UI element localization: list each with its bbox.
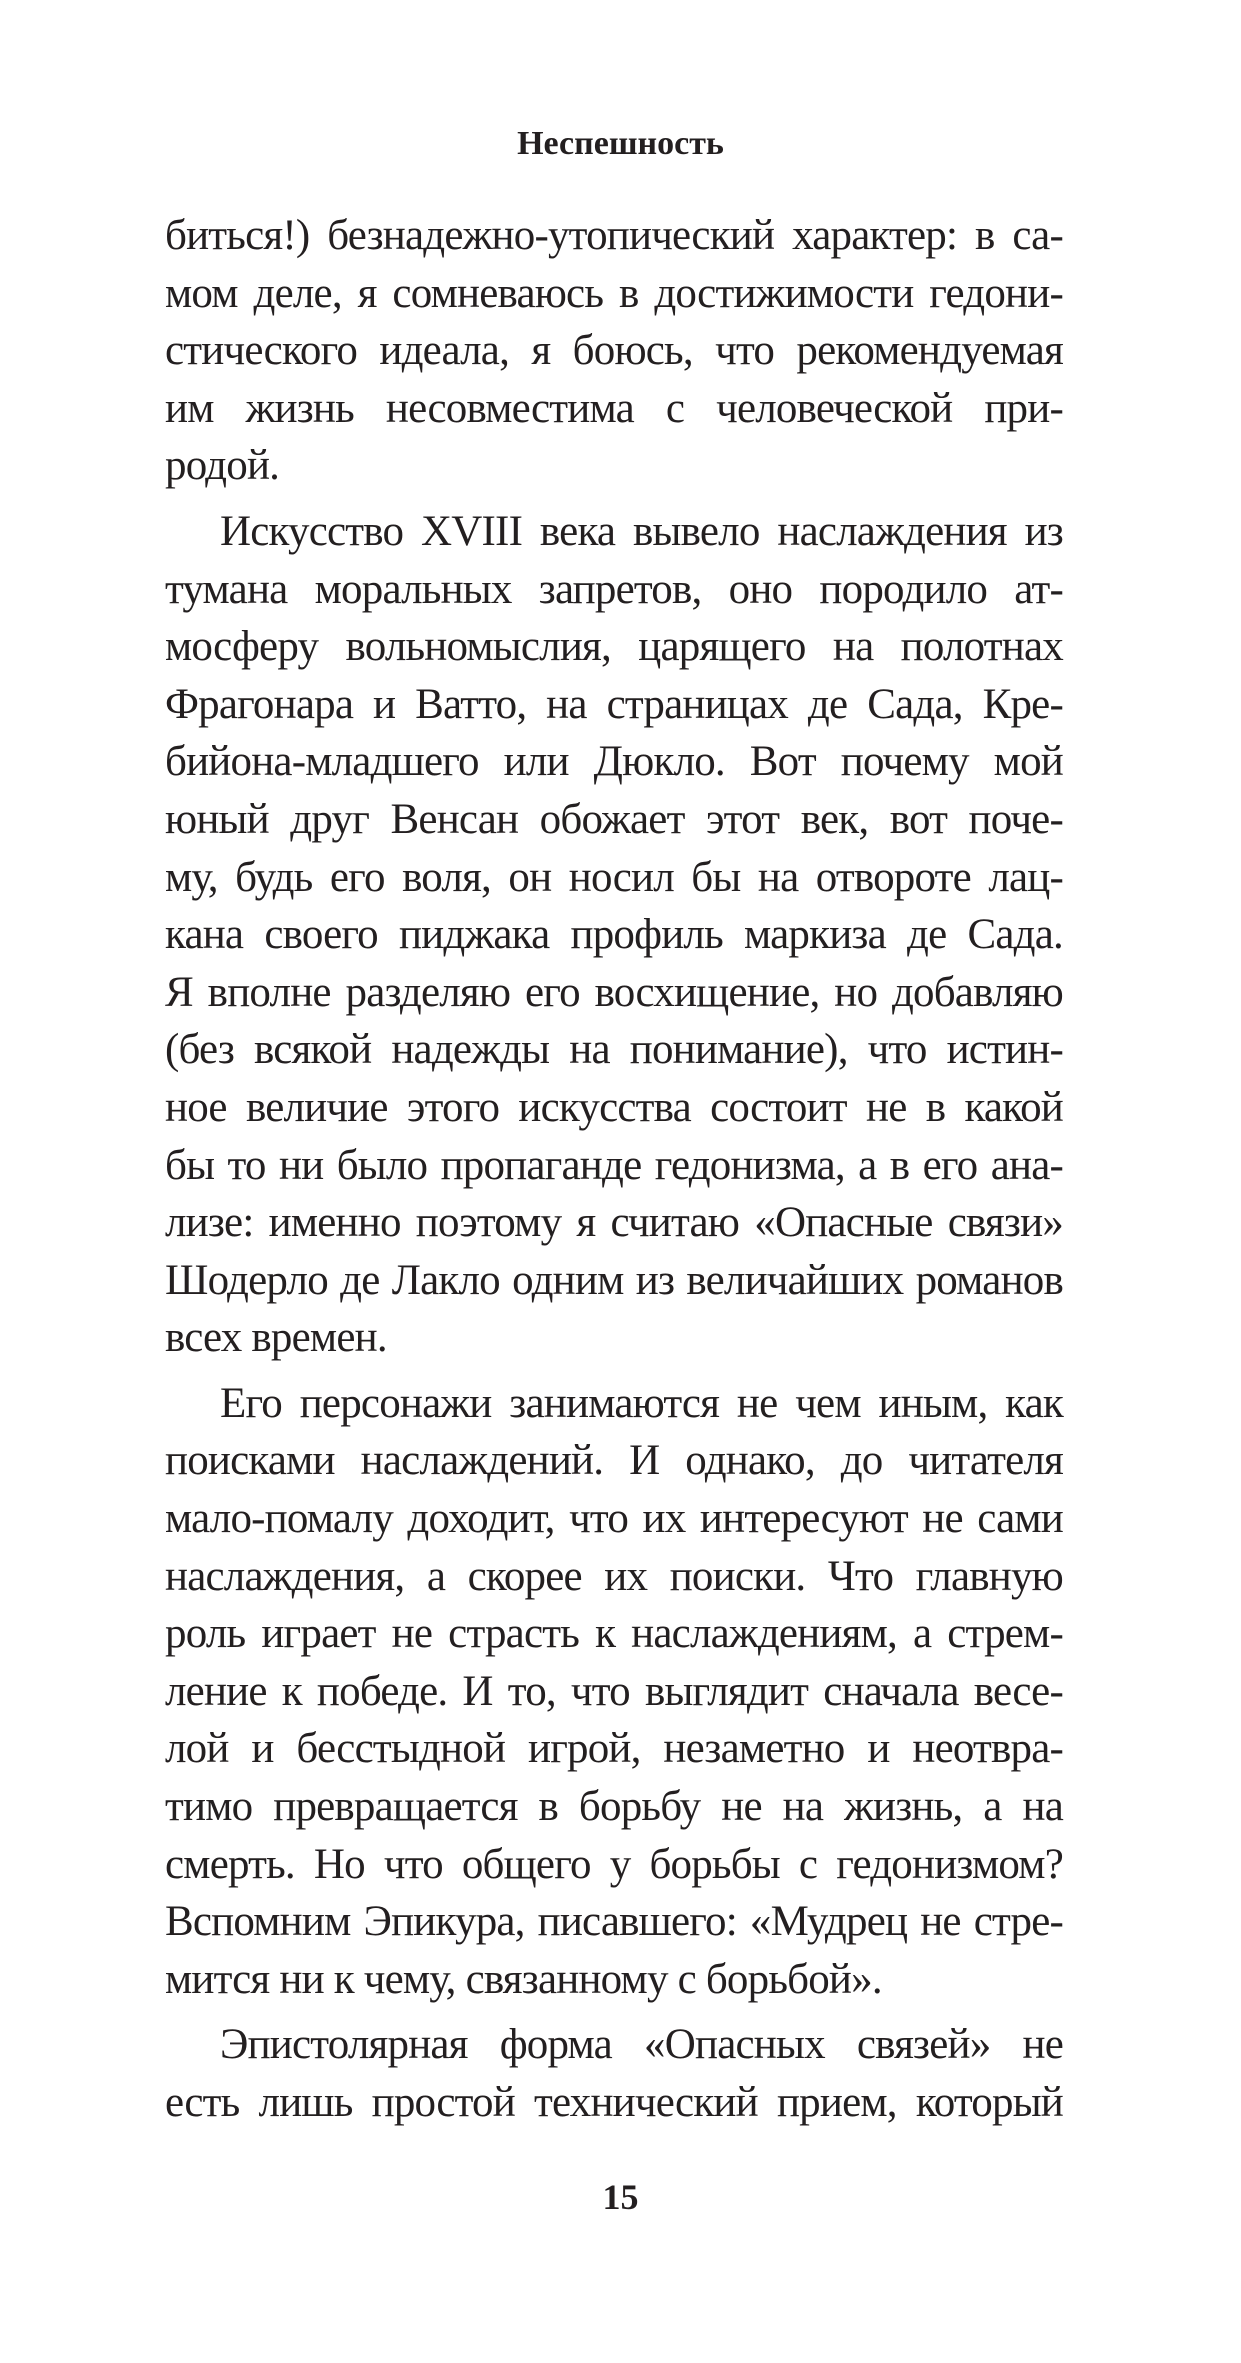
page-number: 15: [602, 2177, 639, 2217]
text-line: ное величие этого искусства состоит не в какой: [165, 1083, 1063, 1131]
text-line: Вспомним Эпикура, писавшего: «Мудрец не стре-: [165, 1898, 1063, 1946]
text-line: всех времен.: [165, 1314, 387, 1362]
text-line: наслаждения, а скорее их поиски. Что главную: [165, 1552, 1063, 1600]
text-line: Фрагонара и Ватто, на страницах де Сада, Кре-: [165, 680, 1063, 728]
paragraph-gap: [165, 2008, 1063, 2016]
text-line: Шодерло де Лакло одним из величайших романов: [165, 1256, 1063, 1304]
text-line: бы то ни было пропаганде гедонизма, а в его ана-: [165, 1141, 1063, 1189]
text-line: мосферу вольномыслия, царящего на полотнах: [165, 623, 1063, 671]
paragraph-gap: [165, 495, 1063, 503]
text-line: Искусство XVIII века вывело наслаждения из: [220, 507, 1063, 555]
paragraph: [165, 503, 1063, 1367]
text-line: Его персонажи занимаются не чем иным, как: [220, 1379, 1063, 1427]
paragraph: [165, 2016, 1063, 2131]
text-line: им жизнь несовместима с человеческой при-: [165, 384, 1063, 432]
text-line: биться!) безнадежно-утопический характер: в са-: [165, 212, 1063, 259]
text-line: мится ни к чему, связанному с борьбой».: [165, 1955, 882, 2003]
text-line: кана своего пиджака профиль маркиза де Сада.: [165, 911, 1063, 959]
text-line: му, будь его воля, он носил бы на отвороте лац-: [165, 853, 1063, 901]
text-line: Я вполне разделяю его восхищение, но добавляю: [165, 968, 1063, 1016]
paragraph: [165, 207, 1063, 495]
text-line: смерть. Но что общего у борьбы с гедонизмом?: [165, 1840, 1063, 1888]
running-head: Неспешность: [517, 125, 724, 162]
text-line: юный друг Венсан обожает этот век, вот поче-: [165, 795, 1063, 843]
text-line: поисками наслаждений. И однако, до читателя: [165, 1437, 1063, 1485]
body-text: [165, 207, 1063, 2132]
text-line: ление к победе. И то, что выглядит сначала весе-: [165, 1667, 1063, 1715]
text-line: Эпистолярная форма «Опасных связей» не: [220, 2021, 1063, 2069]
text-line: лой и бесстыдной игрой, незаметно и неотвра-: [165, 1725, 1063, 1773]
text-line: мом деле, я сомневаюсь в достижимости гедони-: [165, 269, 1063, 317]
text-line: тумана моральных запретов, оно породило ат-: [165, 565, 1063, 613]
text-line: стического идеала, я боюсь, что рекомендуемая: [165, 327, 1063, 375]
paragraph-gap: [165, 1367, 1063, 1375]
text-line: (без всякой надежды на понимание), что истин-: [165, 1026, 1063, 1074]
text-line: лизе: именно поэтому я считаю «Опасные связи»: [165, 1199, 1063, 1247]
text-line: родой.: [165, 442, 280, 490]
text-line: мало-помалу доходит, что их интересуют не сами: [165, 1495, 1063, 1543]
text-line: есть лишь простой технический прием, который: [165, 2079, 1063, 2126]
paragraph: [165, 1375, 1063, 2009]
text-line: роль играет не страсть к наслаждениям, а стрем-: [165, 1610, 1063, 1658]
text-line: тимо превращается в борьбу не на жизнь, а на: [165, 1783, 1063, 1831]
text-line: бийона-младшего или Дюкло. Вот почему мой: [165, 738, 1063, 786]
